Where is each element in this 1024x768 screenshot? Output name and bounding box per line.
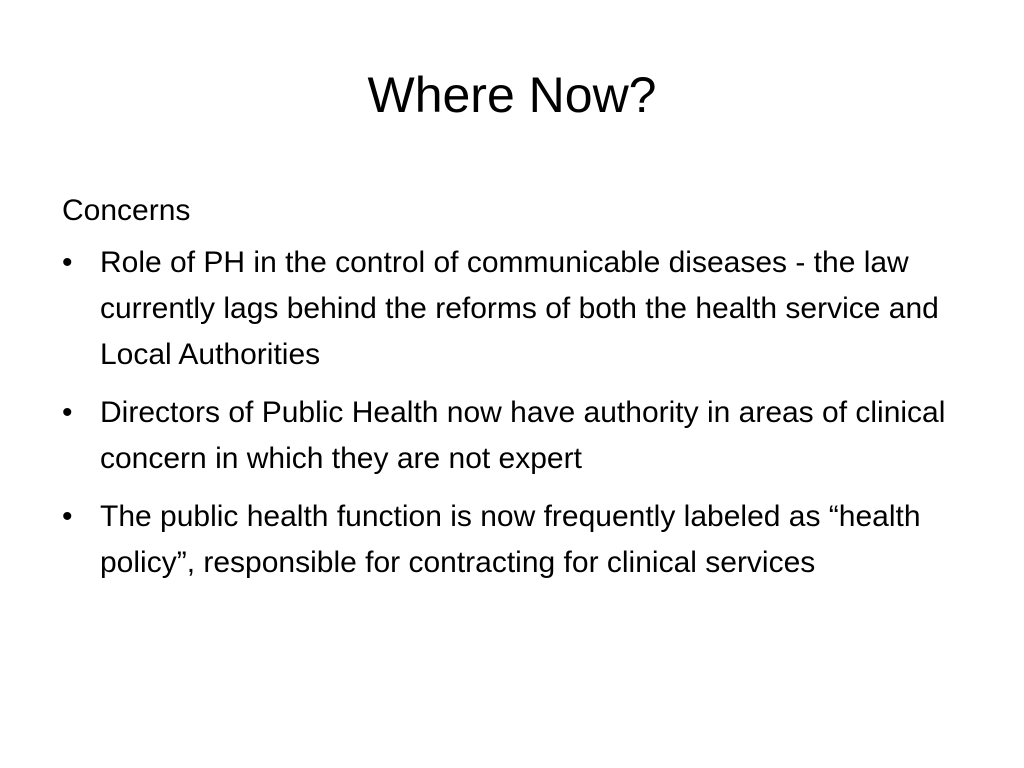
intro-text: Concerns	[62, 194, 191, 227]
bullet-item	[62, 240, 967, 378]
bullet-text: Directors of Public Health now have authority in areas of clinical concern in which they are not expert	[100, 396, 946, 475]
slide-body	[62, 188, 967, 598]
bullet-icon: •	[62, 396, 73, 429]
bullet-list	[62, 240, 967, 586]
bullet-text: The public health function is now frequently labeled as “health policy”, responsible for contracting for clinical services	[100, 500, 921, 579]
bullet-item	[62, 494, 967, 586]
bullet-text: Role of PH in the control of communicable diseases - the law currently lags behind the reforms of both the health service and Local Authorities	[100, 246, 939, 371]
bullet-icon: •	[62, 500, 73, 533]
bullet-icon: •	[62, 246, 73, 279]
slide-title: Where Now?	[367, 67, 657, 123]
bullet-item	[62, 390, 967, 482]
